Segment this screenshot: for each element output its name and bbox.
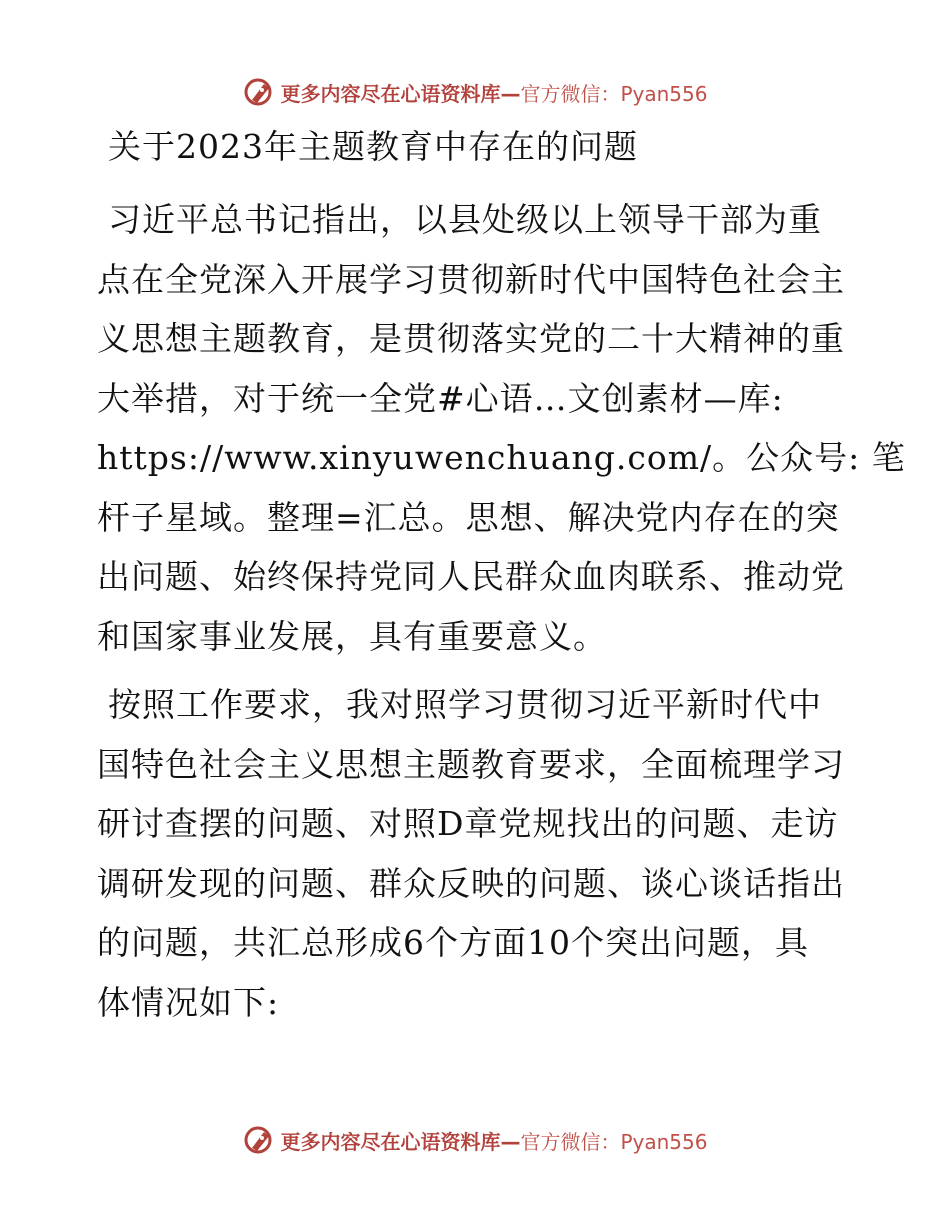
header-banner	[0, 72, 950, 112]
paragraph-line: 按照工作要求，我对照学习贯彻习近平新时代中	[108, 685, 822, 724]
banner-text: 更多内容尽在心语资料库—	[280, 1129, 521, 1154]
paragraph-2	[97, 675, 867, 1032]
paragraph-line: 的问题，共汇总形成6个方面10个突出问题，具	[97, 923, 809, 962]
pen-nib-circle-icon	[242, 1123, 276, 1157]
paragraph-1	[97, 190, 906, 666]
paragraph-line: 杆子星域。整理=汇总。思想、解决党内存在的突	[97, 497, 840, 537]
document-title: 关于2023年主题教育中存在的问题	[108, 127, 638, 166]
pen-nib-circle-icon	[242, 75, 276, 109]
footer-banner	[0, 1120, 950, 1160]
paragraph-line: 和国家事业发展，具有重要意义。	[97, 616, 607, 656]
banner-contact: 官方微信：Pyan556	[520, 81, 708, 106]
paragraph-line: 点在全党深入开展学习贯彻新时代中国特色社会主	[97, 259, 845, 299]
banner-contact: 官方微信：Pyan556	[520, 1129, 708, 1154]
paragraph-line: 习近平总书记指出，以县处级以上领导干部为重	[108, 200, 822, 239]
paragraph-line: 国特色社会主义思想主题教育要求，全面梳理学习	[97, 744, 845, 784]
banner-text: 更多内容尽在心语资料库—	[280, 81, 521, 106]
paragraph-line: 调研发现的问题、群众反映的问题、谈心谈话指出	[97, 863, 845, 903]
paragraph-line: 出问题、始终保持党同人民群众血肉联系、推动党	[97, 557, 845, 596]
paragraph-line: 义思想主题教育，是贯彻落实党的二十大精神的重	[97, 319, 845, 358]
paragraph-line: https://www.xinyuwenchuang.com/。公众号: 笔	[97, 438, 906, 477]
paragraph-line: 大举措，对于统一全党#心语…文创素材—库:	[97, 378, 784, 418]
paragraph-line: 研讨查摆的问题、对照D章党规找出的问题、走访	[97, 804, 839, 843]
paragraph-line: 体情况如下:	[97, 982, 280, 1022]
